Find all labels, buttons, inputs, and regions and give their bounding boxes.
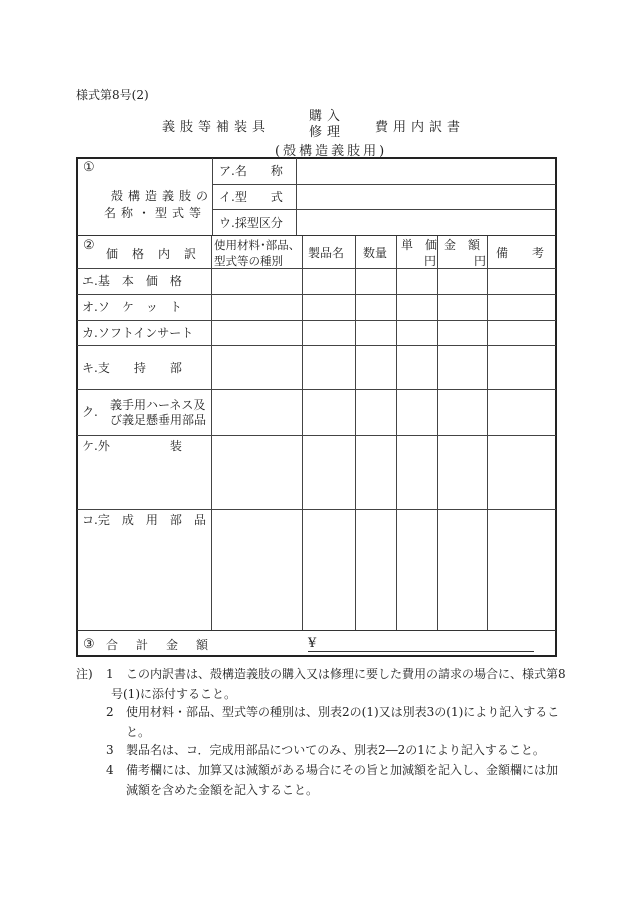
form-number: 様式第8号(2) xyxy=(76,88,149,102)
note-2-number: 2 xyxy=(106,705,114,719)
subtitle: (殻構造義肢用) xyxy=(275,144,388,159)
remarks-header: 備 考 xyxy=(496,246,545,260)
amount-header: 金 額 xyxy=(444,238,481,252)
notes-prefix: 注) xyxy=(76,667,93,681)
type-input[interactable] xyxy=(297,185,555,209)
product-name-header: 製品名 xyxy=(308,246,345,260)
mold-class-input[interactable] xyxy=(297,210,555,235)
type-row-label: イ.型 式 xyxy=(219,190,283,204)
yen-symbol: ¥ xyxy=(308,636,317,651)
row-harness-line2: び義足懸垂用部品 xyxy=(110,413,207,427)
section1-marker: ① xyxy=(83,160,95,175)
note-1-line2: 号(1)に添付すること。 xyxy=(111,687,236,701)
row-socket: オ.ソ ケ ッ ト xyxy=(82,300,182,314)
mold-class-row-label: ウ.採型区分 xyxy=(219,216,283,230)
total-amount-input[interactable] xyxy=(322,634,534,651)
title-purchase: 購入 xyxy=(309,109,346,124)
quantity-header: 数量 xyxy=(363,246,388,260)
section3-marker: ③ xyxy=(83,637,95,652)
title-right: 費用内訳書 xyxy=(375,120,466,135)
price-breakdown-header: 価 格 内 訳 xyxy=(106,247,198,261)
note-3-line1: 製品名は、コ．完成用部品についてのみ、別表2―2の1により記入すること。 xyxy=(126,743,545,757)
row-support: キ.支 持 部 xyxy=(82,361,182,375)
title-left: 義肢等補装具 xyxy=(162,120,271,135)
section2-marker: ② xyxy=(83,238,95,253)
note-1-number: 1 xyxy=(106,667,114,681)
total-amount-label: 合 計 金 額 xyxy=(106,638,212,652)
title-repair: 修理 xyxy=(309,125,346,140)
materials-header-line2: 型式等の種別 xyxy=(214,254,283,268)
note-3-number: 3 xyxy=(106,743,114,757)
section1-label-line2: 名称・型式等 xyxy=(104,206,207,220)
row-harness-line1: 義手用ハーネス及 xyxy=(110,398,206,412)
note-4-number: 4 xyxy=(106,763,114,777)
row-finished-parts: コ.完 成 用 部 品 xyxy=(82,513,206,527)
note-2-line1: 使用材料・部品、型式等の種別は、別表2の(1)又は別表3の(1)により記入するこ xyxy=(126,705,560,719)
note-4-line1: 備考欄には、加算又は減額がある場合にその旨と加減額を記入し、金額欄には加 xyxy=(126,763,559,777)
amount-yen: 円 xyxy=(474,254,487,268)
materials-header-line1: 使用材料･部品、 xyxy=(214,238,301,252)
unit-price-yen: 円 xyxy=(424,254,437,268)
row-basic-price: エ.基 本 価 格 xyxy=(82,274,182,288)
name-row-label: ア.名 称 xyxy=(219,164,283,178)
note-1-line1: この内訳書は、殻構造義肢の購入又は修理に要した費用の請求の場合に、様式第8 xyxy=(126,667,566,681)
row-exterior: ケ.外 装 xyxy=(82,439,182,453)
section1-label-line1: 殻構造義肢の xyxy=(111,189,214,203)
row-harness-prefix: ク. xyxy=(82,405,98,419)
row-soft-insert: カ.ソフトインサート xyxy=(82,326,194,340)
note-2-line2: と。 xyxy=(126,725,151,739)
unit-price-header: 単 価 xyxy=(401,238,438,252)
name-input[interactable] xyxy=(297,158,555,184)
total-amount-underline xyxy=(308,651,534,652)
note-4-line2: 減額を含めた金額を記入すること。 xyxy=(126,783,319,797)
